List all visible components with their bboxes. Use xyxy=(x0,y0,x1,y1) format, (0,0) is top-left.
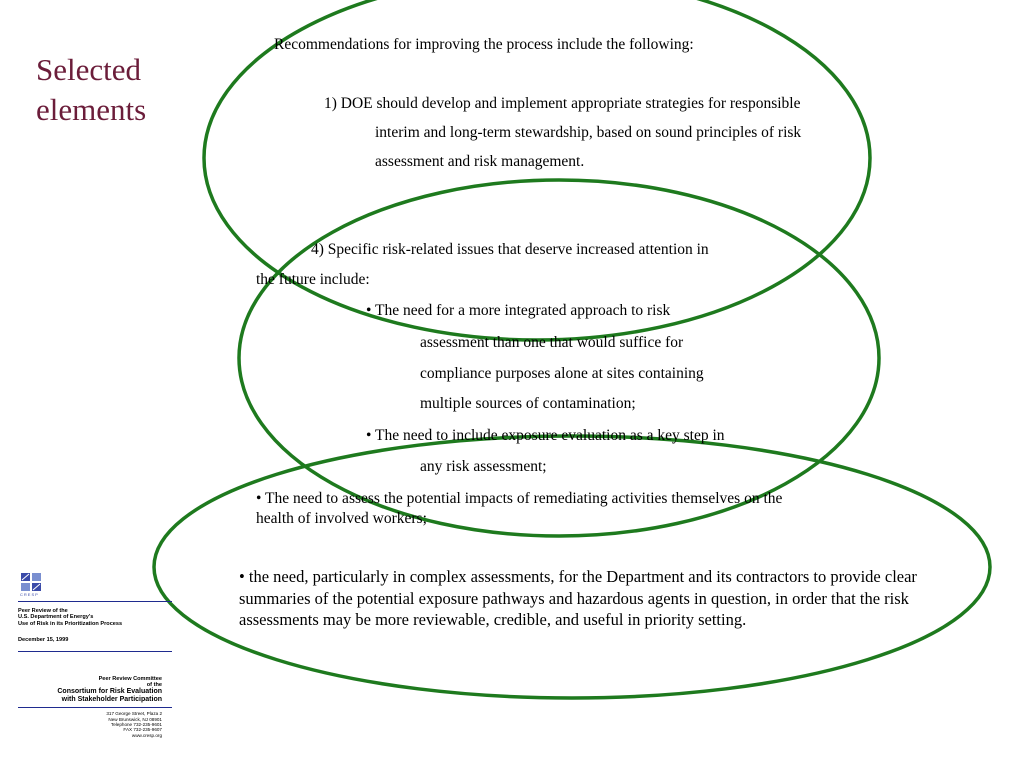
recommendation-1-line-3: assessment and risk management. xyxy=(375,153,585,170)
bullet-a-line-2: assessment than one that would suffice for xyxy=(420,334,684,351)
bullet-b-line-1: • The need to include exposure evaluation as a key step in xyxy=(366,427,725,444)
sidebar-rule-1 xyxy=(18,601,172,602)
recommendation-1-line-1: 1) DOE should develop and implement appropriate strategies for responsible xyxy=(324,95,801,112)
address-line-5: www.cresp.org xyxy=(131,732,162,738)
peer-review-line-2: U.S. Department of Energy's xyxy=(18,614,94,621)
slide-title xyxy=(36,50,146,130)
address-line-3: Telephone 732-235-9601 xyxy=(110,722,162,728)
bottom-bullet: • the need, particularly in complex assessments, for the Department and its contractors to provide clear summaries of the potential exposure pathways and hazardous agents in question, in order that the risk assessments may be more reviewable, credible, and useful in priority setting. xyxy=(239,567,917,629)
report-sidebar xyxy=(18,572,172,738)
sidebar-rule-3 xyxy=(18,707,172,708)
title-line-1: Selected xyxy=(36,52,142,87)
report-date: December 15, 1999 xyxy=(18,636,69,643)
address-line-1: 317 George Street, Plaza 2 xyxy=(106,711,162,717)
bullet-c-line-1: • The need to assess the potential impacts of remediating activities themselves on the xyxy=(256,490,783,507)
bullet-b-line-2: any risk assessment; xyxy=(420,458,547,475)
issue-4-line-2: the future include: xyxy=(256,271,370,288)
middle-oval xyxy=(239,180,879,536)
issue-4-line-1: 4) Specific risk-related issues that deserve increased attention in xyxy=(311,241,709,258)
bullet-a-line-3: compliance purposes alone at sites containing xyxy=(420,365,704,382)
peer-review-line-3: Use of Risk in its Prioritization Process xyxy=(18,620,123,627)
peer-review-line-1: Peer Review of the xyxy=(18,608,68,615)
bullet-a-line-1: • The need for a more integrated approach to risk xyxy=(366,302,671,319)
committee-line-2: of the xyxy=(146,682,162,689)
address-line-2: New Brunswick, NJ 08901 xyxy=(108,716,162,722)
bullet-c-line-2: health of involved workers; xyxy=(256,510,427,527)
committee-line-1: Peer Review Committee xyxy=(98,676,162,683)
logo-caption: CRESP xyxy=(20,592,39,597)
sidebar-rule-2 xyxy=(18,651,172,652)
address-line-4: FAX 732-235-9607 xyxy=(123,727,162,733)
consortium-line-1: Consortium for Risk Evaluation xyxy=(57,688,162,696)
bullet-a-line-4: multiple sources of contamination; xyxy=(420,395,636,412)
consortium-line-2: with Stakeholder Participation xyxy=(61,696,162,704)
cresp-logo-icon xyxy=(20,572,42,592)
recommendations-intro: Recommendations for improving the process include the following: xyxy=(274,36,694,53)
title-line-2: elements xyxy=(36,92,147,127)
recommendation-1-line-2: interim and long-term stewardship, based on sound principles of risk xyxy=(375,124,802,141)
